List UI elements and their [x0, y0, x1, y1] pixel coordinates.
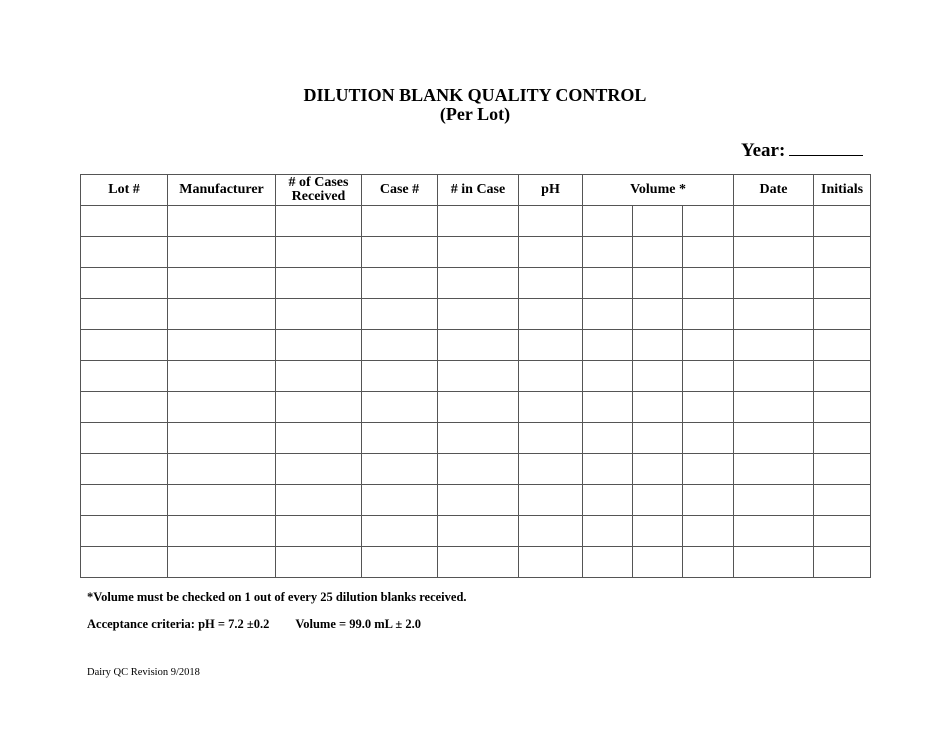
- cell-lot-number[interactable]: [81, 547, 168, 578]
- cell-lot-number[interactable]: [81, 485, 168, 516]
- table-body: [81, 206, 871, 578]
- table-row: [81, 423, 871, 454]
- cell-date[interactable]: [734, 516, 814, 547]
- cell-ph[interactable]: [519, 330, 583, 361]
- cell-case-number[interactable]: [362, 454, 438, 485]
- cell-case-number[interactable]: [362, 423, 438, 454]
- cell-cases-received[interactable]: [276, 299, 362, 330]
- cell-manufacturer[interactable]: [168, 547, 276, 578]
- cell-ph[interactable]: [519, 299, 583, 330]
- revision-footer: Dairy QC Revision 9/2018: [87, 667, 200, 678]
- cell-volume-2[interactable]: [633, 485, 683, 516]
- cell-volume-3[interactable]: [683, 237, 734, 268]
- cell-volume-2[interactable]: [633, 516, 683, 547]
- cell-date[interactable]: [734, 392, 814, 423]
- cell-cases-received[interactable]: [276, 361, 362, 392]
- cell-date[interactable]: [734, 423, 814, 454]
- header-manufacturer: Manufacturer: [168, 175, 276, 206]
- cell-lot-number[interactable]: [81, 423, 168, 454]
- cell-ph[interactable]: [519, 485, 583, 516]
- table-row: [81, 268, 871, 299]
- table-row: [81, 454, 871, 485]
- cell-ph[interactable]: [519, 361, 583, 392]
- header-case-number: Case #: [362, 175, 438, 206]
- cell-case-number[interactable]: [362, 361, 438, 392]
- table-header-row: [81, 175, 871, 206]
- table-row: [81, 206, 871, 237]
- cell-ph[interactable]: [519, 454, 583, 485]
- cell-cases-received[interactable]: [276, 516, 362, 547]
- cell-date[interactable]: [734, 299, 814, 330]
- year-blank-line[interactable]: [789, 139, 863, 156]
- acceptance-criteria: [87, 617, 421, 632]
- cell-ph[interactable]: [519, 516, 583, 547]
- cell-lot-number[interactable]: [81, 268, 168, 299]
- cell-initials[interactable]: [814, 361, 871, 392]
- cell-case-number[interactable]: [362, 330, 438, 361]
- cell-date[interactable]: [734, 361, 814, 392]
- table-row: [81, 516, 871, 547]
- cell-volume-1[interactable]: [583, 330, 633, 361]
- cell-initials[interactable]: [814, 299, 871, 330]
- cell-manufacturer[interactable]: [168, 268, 276, 299]
- cell-in-case[interactable]: [438, 547, 519, 578]
- criteria-volume: Volume = 99.0 mL ± 2.0: [295, 617, 422, 631]
- cell-cases-received[interactable]: [276, 485, 362, 516]
- cell-in-case[interactable]: [438, 206, 519, 237]
- cell-manufacturer[interactable]: [168, 361, 276, 392]
- cell-lot-number[interactable]: [81, 330, 168, 361]
- year-field[interactable]: [741, 139, 863, 162]
- cell-in-case[interactable]: [438, 485, 519, 516]
- cell-in-case[interactable]: [438, 268, 519, 299]
- cell-ph[interactable]: [519, 392, 583, 423]
- cell-manufacturer[interactable]: [168, 485, 276, 516]
- cell-volume-1[interactable]: [583, 485, 633, 516]
- header-ph: pH: [519, 175, 583, 206]
- cell-in-case[interactable]: [438, 392, 519, 423]
- year-label: Year:: [741, 140, 786, 161]
- cell-manufacturer[interactable]: [168, 516, 276, 547]
- cell-date[interactable]: [734, 237, 814, 268]
- cell-initials[interactable]: [814, 547, 871, 578]
- table-row: [81, 330, 871, 361]
- cell-lot-number[interactable]: [81, 206, 168, 237]
- header-cases-received: # of Cases Received: [276, 175, 362, 206]
- cell-case-number[interactable]: [362, 299, 438, 330]
- cell-in-case[interactable]: [438, 454, 519, 485]
- cell-volume-2[interactable]: [633, 206, 683, 237]
- cell-ph[interactable]: [519, 423, 583, 454]
- cell-volume-2[interactable]: [633, 454, 683, 485]
- cell-initials[interactable]: [814, 206, 871, 237]
- cell-in-case[interactable]: [438, 299, 519, 330]
- cell-date[interactable]: [734, 485, 814, 516]
- cell-in-case[interactable]: [438, 423, 519, 454]
- table-row: [81, 547, 871, 578]
- cell-lot-number[interactable]: [81, 392, 168, 423]
- header-volume: Volume *: [583, 175, 734, 206]
- cell-lot-number[interactable]: [81, 299, 168, 330]
- header-lot-number: Lot #: [81, 175, 168, 206]
- cell-case-number[interactable]: [362, 237, 438, 268]
- cell-initials[interactable]: [814, 237, 871, 268]
- table-row: [81, 361, 871, 392]
- cell-volume-1[interactable]: [583, 206, 633, 237]
- cell-cases-received[interactable]: [276, 206, 362, 237]
- cell-cases-received[interactable]: [276, 392, 362, 423]
- criteria-ph: pH = 7.2 ±0.2: [198, 617, 270, 631]
- cell-lot-number[interactable]: [81, 516, 168, 547]
- header-date: Date: [734, 175, 814, 206]
- cell-initials[interactable]: [814, 268, 871, 299]
- cell-volume-3[interactable]: [683, 392, 734, 423]
- cell-volume-2[interactable]: [633, 268, 683, 299]
- cell-ph[interactable]: [519, 237, 583, 268]
- cell-volume-3[interactable]: [683, 206, 734, 237]
- cell-volume-2[interactable]: [633, 392, 683, 423]
- cell-date[interactable]: [734, 268, 814, 299]
- cell-volume-1[interactable]: [583, 237, 633, 268]
- cell-volume-1[interactable]: [583, 361, 633, 392]
- cell-volume-3[interactable]: [683, 454, 734, 485]
- cell-volume-2[interactable]: [633, 330, 683, 361]
- cell-volume-3[interactable]: [683, 423, 734, 454]
- cell-in-case[interactable]: [438, 330, 519, 361]
- cell-volume-1[interactable]: [583, 299, 633, 330]
- cell-volume-2[interactable]: [633, 423, 683, 454]
- cell-lot-number[interactable]: [81, 237, 168, 268]
- table-row: [81, 237, 871, 268]
- form-subtitle: (Per Lot): [439, 104, 511, 124]
- cell-ph[interactable]: [519, 547, 583, 578]
- header-initials: Initials: [814, 175, 871, 206]
- cell-in-case[interactable]: [438, 237, 519, 268]
- cell-cases-received[interactable]: [276, 423, 362, 454]
- cell-case-number[interactable]: [362, 392, 438, 423]
- cell-in-case[interactable]: [438, 516, 519, 547]
- cell-initials[interactable]: [814, 516, 871, 547]
- cell-lot-number[interactable]: [81, 454, 168, 485]
- cell-volume-3[interactable]: [683, 268, 734, 299]
- cell-volume-1[interactable]: [583, 268, 633, 299]
- criteria-label: Acceptance criteria:: [87, 617, 195, 631]
- cell-volume-2[interactable]: [633, 361, 683, 392]
- cell-cases-received[interactable]: [276, 237, 362, 268]
- cell-case-number[interactable]: [362, 268, 438, 299]
- cell-initials[interactable]: [814, 392, 871, 423]
- cell-cases-received[interactable]: [276, 330, 362, 361]
- cell-case-number[interactable]: [362, 516, 438, 547]
- cell-manufacturer[interactable]: [168, 206, 276, 237]
- table-row: [81, 485, 871, 516]
- cell-case-number[interactable]: [362, 547, 438, 578]
- cell-manufacturer[interactable]: [168, 237, 276, 268]
- cell-cases-received[interactable]: [276, 547, 362, 578]
- cell-volume-3[interactable]: [683, 516, 734, 547]
- cell-initials[interactable]: [814, 454, 871, 485]
- volume-footnote: *Volume must be checked on 1 out of every 25 dilution blanks received.: [87, 590, 467, 604]
- cell-lot-number[interactable]: [81, 361, 168, 392]
- qc-log-table: [80, 174, 871, 578]
- cell-volume-3[interactable]: [683, 299, 734, 330]
- cell-initials[interactable]: [814, 485, 871, 516]
- cell-manufacturer[interactable]: [168, 454, 276, 485]
- cell-manufacturer[interactable]: [168, 392, 276, 423]
- cell-volume-3[interactable]: [683, 361, 734, 392]
- cell-volume-3[interactable]: [683, 547, 734, 578]
- cell-cases-received[interactable]: [276, 454, 362, 485]
- table-row: [81, 299, 871, 330]
- cell-in-case[interactable]: [438, 361, 519, 392]
- cell-initials[interactable]: [814, 423, 871, 454]
- cell-manufacturer[interactable]: [168, 330, 276, 361]
- cell-volume-1[interactable]: [583, 547, 633, 578]
- cell-manufacturer[interactable]: [168, 299, 276, 330]
- form-title: DILUTION BLANK QUALITY CONTROL: [303, 85, 647, 105]
- cell-volume-1[interactable]: [583, 423, 633, 454]
- cell-date[interactable]: [734, 547, 814, 578]
- cell-date[interactable]: [734, 454, 814, 485]
- cell-volume-2[interactable]: [633, 237, 683, 268]
- cell-volume-2[interactable]: [633, 547, 683, 578]
- cell-date[interactable]: [734, 206, 814, 237]
- cell-manufacturer[interactable]: [168, 423, 276, 454]
- cell-date[interactable]: [734, 330, 814, 361]
- cell-initials[interactable]: [814, 330, 871, 361]
- cell-case-number[interactable]: [362, 485, 438, 516]
- cell-volume-1[interactable]: [583, 392, 633, 423]
- cell-volume-2[interactable]: [633, 299, 683, 330]
- cell-ph[interactable]: [519, 206, 583, 237]
- cell-volume-1[interactable]: [583, 516, 633, 547]
- cell-ph[interactable]: [519, 268, 583, 299]
- cell-case-number[interactable]: [362, 206, 438, 237]
- cell-volume-1[interactable]: [583, 454, 633, 485]
- cell-volume-3[interactable]: [683, 330, 734, 361]
- table-row: [81, 392, 871, 423]
- form-title-block: [0, 86, 950, 124]
- header-in-case: # in Case: [438, 175, 519, 206]
- cell-volume-3[interactable]: [683, 485, 734, 516]
- cell-cases-received[interactable]: [276, 268, 362, 299]
